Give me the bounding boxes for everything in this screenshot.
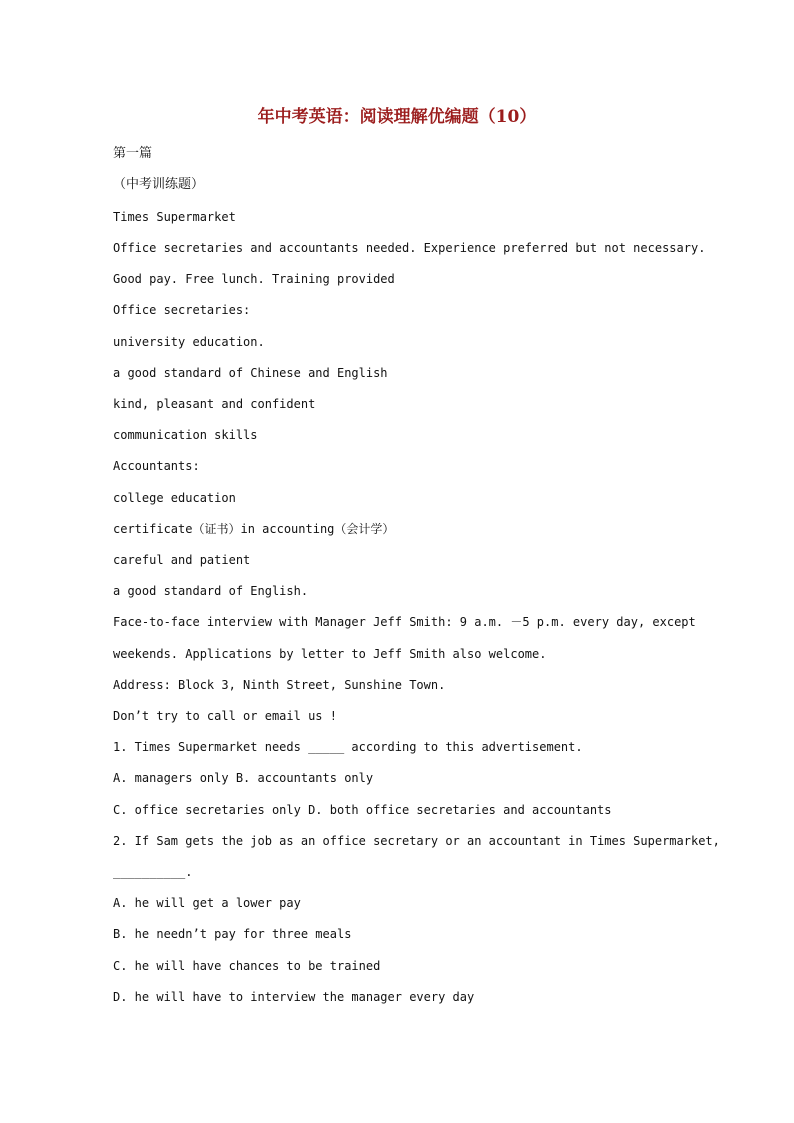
question-2-option-b: B. he needn’t pay for three meals [113, 927, 352, 941]
question-2-option-d: D. he will have to interview the manager every day [113, 990, 475, 1004]
ad-line: college education [113, 491, 236, 505]
section-heading: 第一篇 [113, 146, 153, 161]
ad-line: a good standard of English. [113, 584, 309, 598]
question-2-option-c: C. he will have chances to be trained [113, 959, 381, 973]
question-2-option-a: A. he will get a lower pay [113, 896, 301, 910]
ad-line: kind, pleasant and confident [113, 397, 316, 411]
ad-heading-secretaries: Office secretaries: [113, 303, 251, 317]
ad-line: Good pay. Free lunch. Training provided [113, 272, 395, 286]
ad-line: communication skills [113, 428, 258, 442]
question-1-stem: 1. Times Supermarket needs _____ according to this advertisement. [113, 740, 583, 754]
question-1-options-ab: A. managers only B. accountants only [113, 771, 374, 785]
question-2-stem: 2. If Sam gets the job as an office secretary or an accountant in Times Supermarket, [113, 834, 720, 848]
ad-line: careful and patient [113, 553, 251, 567]
ad-line: Face-to-face interview with Manager Jeff Smith: 9 a.m. －5 p.m. every day, except [113, 615, 696, 629]
ad-line: Don’t try to call or email us ! [113, 709, 337, 723]
section-subtitle: （中考训练题） [113, 177, 205, 192]
document-title: 年中考英语：阅读理解优编题（10） [257, 107, 537, 127]
ad-line: a good standard of Chinese and English [113, 366, 388, 380]
ad-line: Address: Block 3, Ninth Street, Sunshine Town. [113, 678, 446, 692]
ad-line: weekends. Applications by letter to Jeff Smith also welcome. [113, 647, 547, 661]
ad-line: university education. [113, 335, 265, 349]
question-1-options-cd: C. office secretaries only D. both office secretaries and accountants [113, 803, 612, 817]
ad-line: certificate（证书）in accounting（会计学） [113, 522, 395, 536]
ad-line: Office secretaries and accountants needed. Experience preferred but not necessary. [113, 241, 706, 255]
question-2-stem-cont: __________. [113, 865, 193, 879]
ad-title: Times Supermarket [113, 210, 236, 224]
ad-heading-accountants: Accountants: [113, 459, 200, 473]
